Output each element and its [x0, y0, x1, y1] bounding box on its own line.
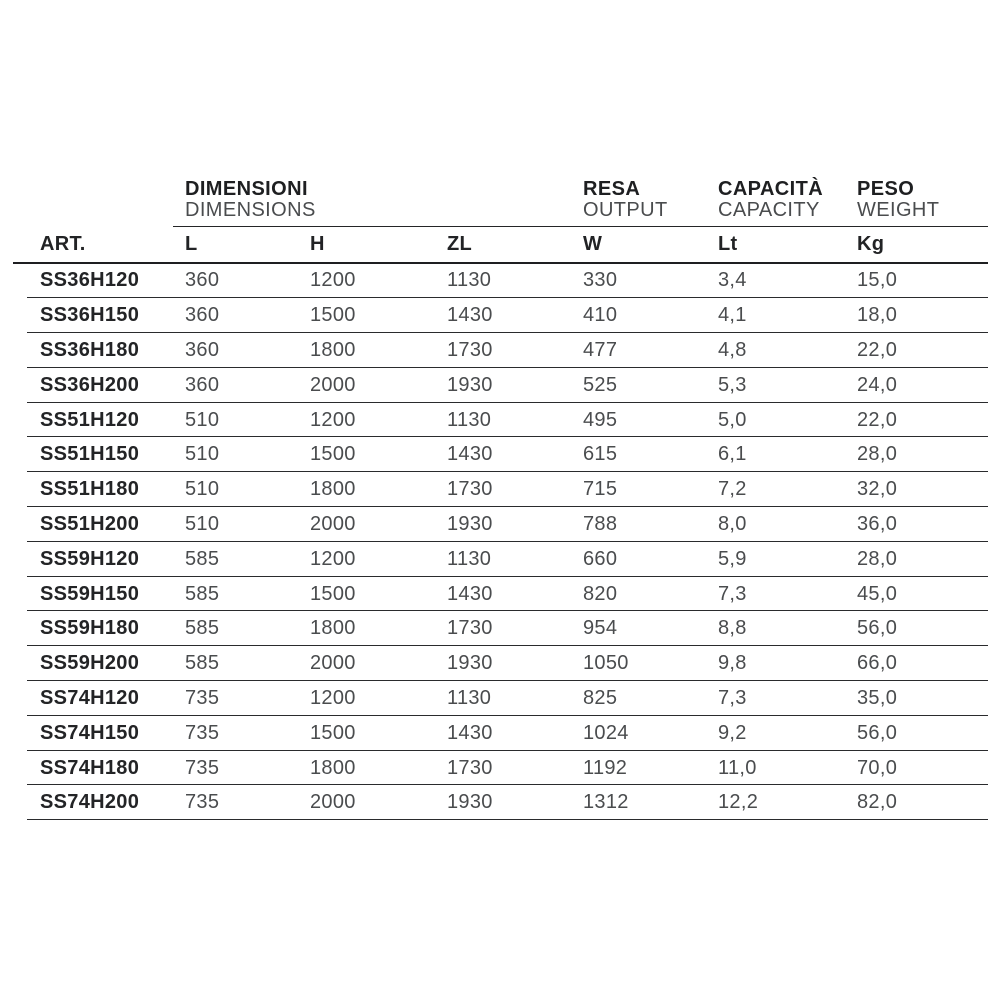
value-cell: 1930	[447, 652, 493, 675]
value-cell: 1800	[310, 617, 356, 640]
value-cell: 2000	[310, 373, 356, 396]
value-cell: 7,3	[718, 686, 747, 709]
table-row	[13, 542, 988, 577]
value-cell: 410	[583, 304, 618, 327]
table-body	[13, 264, 988, 821]
article-code: SS51H150	[40, 443, 140, 466]
table-row	[13, 472, 988, 507]
value-cell: 330	[583, 269, 618, 292]
value-cell: 1500	[310, 304, 356, 327]
value-cell: 35,0	[857, 686, 898, 709]
value-cell: 4,8	[718, 338, 747, 361]
article-code: SS74H200	[40, 791, 140, 814]
value-cell: 4,1	[718, 304, 747, 327]
value-cell: 1730	[447, 478, 493, 501]
value-cell: 1130	[447, 547, 492, 570]
spec-table	[13, 176, 988, 820]
value-cell: 22,0	[857, 338, 898, 361]
article-code: SS74H180	[40, 756, 140, 779]
value-cell: 1200	[310, 686, 356, 709]
table-row	[13, 785, 988, 820]
value-cell: 360	[185, 304, 220, 327]
value-cell: 66,0	[857, 652, 898, 675]
value-cell: 1930	[447, 373, 493, 396]
article-code: SS51H180	[40, 478, 140, 501]
value-cell: 3,4	[718, 269, 747, 292]
column-header-lt: Lt	[718, 232, 738, 255]
value-cell: 56,0	[857, 721, 898, 744]
value-cell: 12,2	[718, 791, 759, 814]
value-cell: 45,0	[857, 582, 898, 605]
article-code: SS59H120	[40, 547, 140, 570]
value-cell: 585	[185, 652, 220, 675]
value-cell: 1024	[583, 721, 629, 744]
article-code: SS74H150	[40, 721, 140, 744]
table-row	[13, 681, 988, 716]
value-cell: 477	[583, 338, 618, 361]
value-cell: 28,0	[857, 547, 898, 570]
column-header-kg: Kg	[857, 232, 885, 255]
value-cell: 360	[185, 373, 220, 396]
article-code: SS59H150	[40, 582, 140, 605]
value-cell: 1200	[310, 547, 356, 570]
value-cell: 2000	[310, 512, 356, 535]
value-cell: 9,8	[718, 652, 747, 675]
value-cell: 1430	[447, 582, 493, 605]
value-cell: 715	[583, 478, 618, 501]
table-row	[13, 577, 988, 612]
article-code: SS59H200	[40, 652, 140, 675]
table-row	[13, 646, 988, 681]
value-cell: 1050	[583, 652, 629, 675]
group-subtitle: CAPACITY	[718, 199, 820, 221]
group-subtitle: WEIGHT	[857, 199, 940, 221]
value-cell: 1800	[310, 338, 356, 361]
value-cell: 24,0	[857, 373, 898, 396]
group-capacity	[718, 178, 857, 226]
value-cell: 1130	[447, 269, 492, 292]
column-header-zl: ZL	[447, 232, 473, 255]
article-code: SS59H180	[40, 617, 140, 640]
value-cell: 510	[185, 443, 220, 466]
column-header-row	[13, 227, 988, 264]
value-cell: 1130	[447, 686, 492, 709]
column-group-header	[13, 176, 988, 226]
value-cell: 1312	[583, 791, 629, 814]
column-header-l: L	[185, 232, 198, 255]
value-cell: 510	[185, 512, 220, 535]
value-cell: 32,0	[857, 478, 898, 501]
value-cell: 1430	[447, 721, 493, 744]
group-dimensions	[185, 178, 583, 226]
group-weight	[857, 178, 988, 226]
value-cell: 7,3	[718, 582, 747, 605]
table-row	[13, 751, 988, 786]
group-title: RESA	[583, 178, 641, 200]
value-cell: 1930	[447, 791, 493, 814]
value-cell: 585	[185, 547, 220, 570]
value-cell: 18,0	[857, 304, 898, 327]
value-cell: 360	[185, 269, 220, 292]
table-row	[13, 298, 988, 333]
group-title: CAPACITÀ	[718, 178, 824, 200]
value-cell: 15,0	[857, 269, 898, 292]
value-cell: 5,9	[718, 547, 747, 570]
table-row	[13, 611, 988, 646]
value-cell: 495	[583, 408, 618, 431]
value-cell: 1730	[447, 617, 493, 640]
group-subtitle: OUTPUT	[583, 199, 668, 221]
group-subtitle: DIMENSIONS	[185, 199, 316, 221]
value-cell: 510	[185, 408, 220, 431]
value-cell: 70,0	[857, 756, 898, 779]
value-cell: 36,0	[857, 512, 898, 535]
value-cell: 1800	[310, 478, 356, 501]
column-header-w: W	[583, 232, 603, 255]
value-cell: 735	[185, 791, 220, 814]
value-cell: 585	[185, 582, 220, 605]
column-header-h: H	[310, 232, 325, 255]
article-code: SS36H150	[40, 304, 140, 327]
group-title: PESO	[857, 178, 915, 200]
table-row	[13, 368, 988, 403]
value-cell: 8,8	[718, 617, 747, 640]
value-cell: 5,3	[718, 373, 747, 396]
value-cell: 1800	[310, 756, 356, 779]
value-cell: 1200	[310, 269, 356, 292]
value-cell: 360	[185, 338, 220, 361]
value-cell: 1730	[447, 338, 493, 361]
value-cell: 2000	[310, 652, 356, 675]
article-code: SS36H200	[40, 373, 140, 396]
table-row	[13, 333, 988, 368]
value-cell: 1930	[447, 512, 493, 535]
article-code: SS36H120	[40, 269, 140, 292]
value-cell: 8,0	[718, 512, 747, 535]
value-cell: 2000	[310, 791, 356, 814]
value-cell: 1430	[447, 304, 493, 327]
table-row	[13, 403, 988, 438]
value-cell: 510	[185, 478, 220, 501]
value-cell: 11,0	[718, 756, 757, 779]
value-cell: 615	[583, 443, 618, 466]
value-cell: 1200	[310, 408, 356, 431]
value-cell: 9,2	[718, 721, 747, 744]
value-cell: 56,0	[857, 617, 898, 640]
article-code: SS51H200	[40, 512, 140, 535]
group-output	[583, 178, 718, 226]
value-cell: 735	[185, 686, 220, 709]
table-row	[13, 437, 988, 472]
article-code: SS36H180	[40, 338, 140, 361]
value-cell: 1500	[310, 582, 356, 605]
value-cell: 735	[185, 756, 220, 779]
value-cell: 1500	[310, 721, 356, 744]
value-cell: 1730	[447, 756, 493, 779]
value-cell: 660	[583, 547, 618, 570]
value-cell: 788	[583, 512, 618, 535]
table-row	[13, 716, 988, 751]
value-cell: 1130	[447, 408, 492, 431]
value-cell: 820	[583, 582, 618, 605]
table-row	[13, 264, 988, 299]
value-cell: 525	[583, 373, 618, 396]
value-cell: 1192	[583, 756, 628, 779]
value-cell: 5,0	[718, 408, 747, 431]
article-code: SS51H120	[40, 408, 140, 431]
value-cell: 7,2	[718, 478, 747, 501]
value-cell: 6,1	[718, 443, 747, 466]
value-cell: 1500	[310, 443, 356, 466]
value-cell: 585	[185, 617, 220, 640]
value-cell: 825	[583, 686, 618, 709]
value-cell: 22,0	[857, 408, 898, 431]
value-cell: 82,0	[857, 791, 898, 814]
value-cell: 1430	[447, 443, 493, 466]
value-cell: 735	[185, 721, 220, 744]
group-title: DIMENSIONI	[185, 178, 308, 200]
article-code: SS74H120	[40, 686, 140, 709]
column-header-art: ART.	[40, 232, 86, 255]
value-cell: 28,0	[857, 443, 898, 466]
value-cell: 954	[583, 617, 618, 640]
table-row	[13, 507, 988, 542]
